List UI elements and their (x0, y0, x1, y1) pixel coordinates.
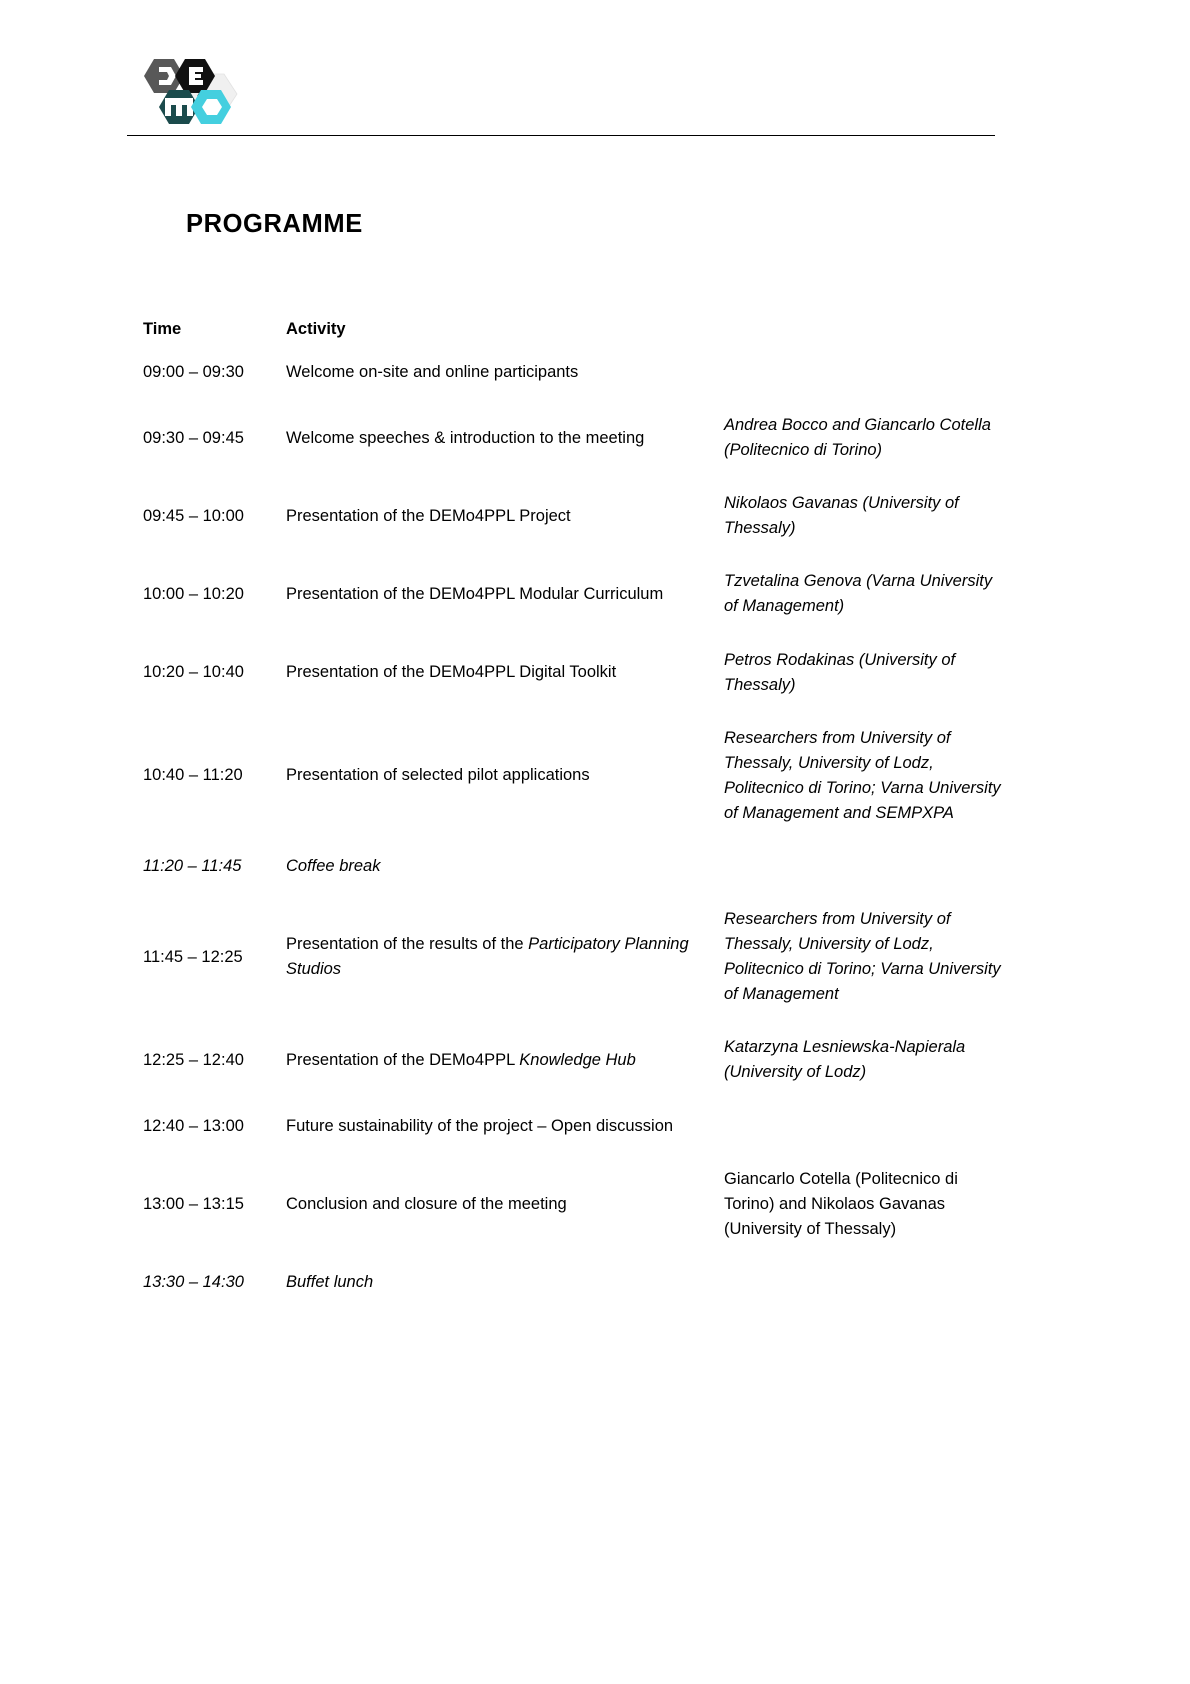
cell-activity: Welcome on-site and online participants (286, 363, 579, 381)
cell-time: 09:00 – 09:30 (143, 363, 244, 381)
page-header (127, 44, 995, 136)
cell-speaker (724, 1256, 1003, 1309)
cell-speaker: Researchers from University of Thessaly, University of Lodz, Politecnico di Torino; Varna University of Management (724, 910, 1001, 1004)
table-row (143, 1100, 1003, 1153)
column-header-time: Time (143, 320, 182, 338)
cell-activity: Welcome speeches & introduction to the meeting (286, 428, 645, 447)
cell-time: 13:00 – 13:15 (143, 1194, 244, 1213)
table-row (143, 893, 1003, 1021)
cell-speaker: Nikolaos Gavanas (University of Thessaly) (724, 494, 959, 538)
page-title: PROGRAMME (186, 210, 363, 238)
cell-time: 10:40 – 11:20 (143, 766, 243, 785)
cell-time: 10:20 – 10:40 (143, 663, 244, 682)
cell-time: 12:40 – 13:00 (143, 1116, 244, 1135)
cell-activity: Conclusion and closure of the meeting (286, 1194, 567, 1213)
cell-speaker: Petros Rodakinas (University of Thessaly) (724, 650, 956, 694)
table-header-row (143, 320, 1003, 346)
table-row (143, 634, 1003, 712)
cell-speaker: Researchers from University of Thessaly, University of Lodz, Politecnico di Torino; Varna University of Management and SEMPXPA (724, 728, 1001, 822)
cell-activity: Presentation of selected pilot applications (286, 766, 590, 785)
cell-activity: Presentation of the results of the Participatory Planning Studios (286, 935, 689, 979)
cell-activity: Presentation of the DEMo4PPL Digital Toolkit (286, 663, 617, 682)
cell-time: 10:00 – 10:20 (143, 584, 244, 603)
cell-activity: Presentation of the DEMo4PPL Project (286, 506, 571, 525)
column-header-activity: Activity (286, 320, 346, 338)
programme-table-body (143, 346, 1003, 1309)
cell-time: 11:45 – 12:25 (143, 947, 243, 966)
cell-activity: Presentation of the DEMo4PPL Knowledge Hub (286, 1050, 636, 1069)
cell-speaker: Andrea Bocco and Giancarlo Cotella (Politecnico di Torino) (724, 416, 991, 460)
table-row (143, 712, 1003, 840)
table-row (143, 840, 1003, 893)
table-row (143, 477, 1003, 555)
cell-time: 09:45 – 10:00 (143, 506, 244, 525)
table-row (143, 399, 1003, 477)
table-row (143, 1256, 1003, 1309)
cell-time: 09:30 – 09:45 (143, 428, 244, 447)
cell-activity: Presentation of the DEMo4PPL Modular Curriculum (286, 584, 664, 603)
cell-speaker: Katarzyna Lesniewska-Napierala (University of Lodz) (724, 1038, 966, 1082)
cell-speaker: Giancarlo Cotella (Politecnico di Torino) and Nikolaos Gavanas (University of Thessaly) (724, 1169, 958, 1238)
table-row (143, 1153, 1003, 1256)
cell-speaker (724, 840, 1003, 893)
cell-speaker: Tzvetalina Genova (Varna University of Management) (724, 572, 993, 616)
cell-time: 11:20 – 11:45 (143, 857, 242, 876)
cell-speaker (724, 346, 1003, 399)
cell-time: 12:25 – 12:40 (143, 1050, 244, 1069)
programme-table (143, 320, 1003, 1309)
cell-activity: Buffet lunch (286, 1272, 374, 1291)
cell-time: 13:30 – 14:30 (143, 1272, 244, 1291)
table-row (143, 346, 1003, 399)
table-row (143, 555, 1003, 633)
cell-activity: Coffee break (286, 857, 381, 876)
cell-speaker (724, 1100, 1003, 1153)
demo4ppl-logo (141, 56, 253, 128)
table-row (143, 1021, 1003, 1099)
column-header-speaker (724, 320, 1003, 346)
cell-activity: Future sustainability of the project – Open discussion (286, 1116, 674, 1135)
